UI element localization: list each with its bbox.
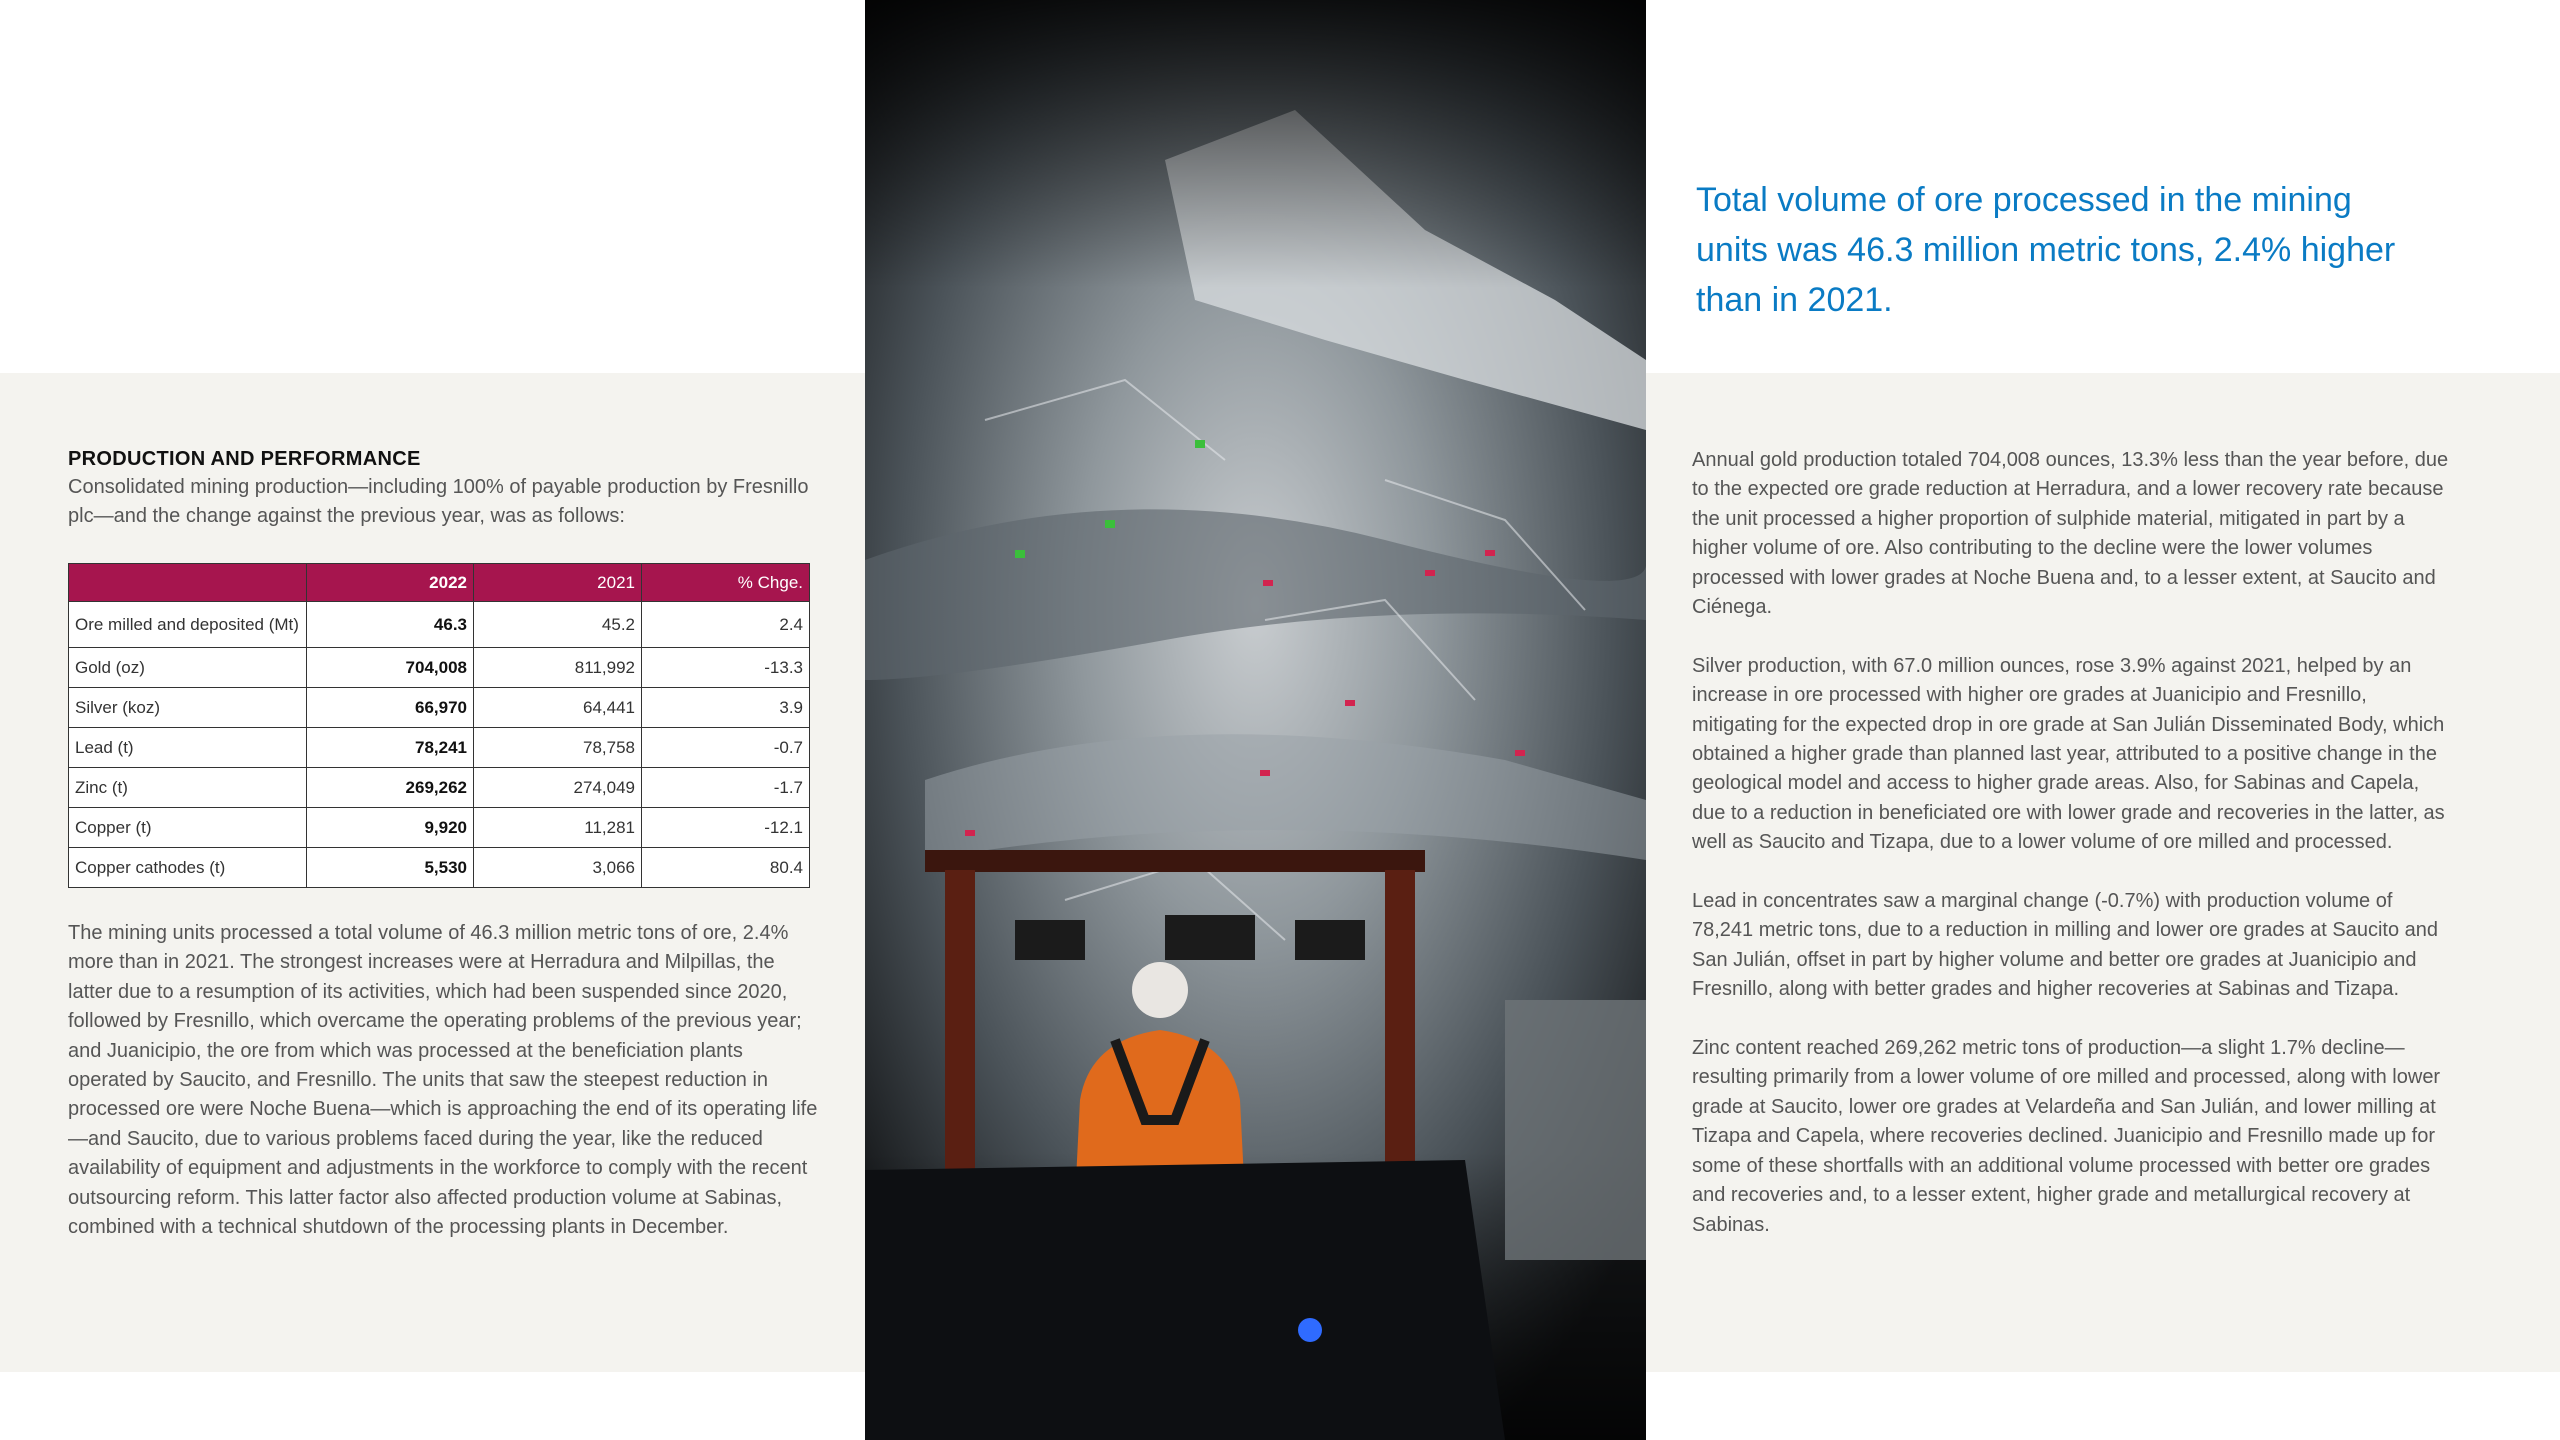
paragraph-lead: Lead in concentrates saw a marginal change (-0.7%) with production volume of 78,241 metric tons, due to a reduction in milling and lower ore grades at Saucito and San Julián, offset in part by higher volume and better ore grades at Juanicipio and Fresnillo, along with better grades and higher recoveries at Sabinas and Tizapa. [1692,890,2438,1001]
value-2022: 704,008 [307,648,474,688]
table-row [69,848,810,888]
table-row [69,648,810,688]
value-change: -12.1 [642,808,810,848]
value-change: -1.7 [642,768,810,808]
mine-photo-illustration [865,0,1646,1440]
value-2021: 64,441 [474,688,642,728]
table-row [69,728,810,768]
value-2021: 78,758 [474,728,642,768]
value-change: 3.9 [642,688,810,728]
table-header-row [69,564,810,602]
value-2022: 66,970 [307,688,474,728]
value-2021: 11,281 [474,808,642,848]
row-label: Zinc (t) [69,768,307,808]
row-label: Copper (t) [69,808,307,848]
callout-text: Total volume of ore processed in the mining units was 46.3 million metric tons, 2.4% higher than in 2021. [1696,181,2396,319]
left-column [68,448,810,531]
table-row [69,602,810,648]
header-change: % Chge. [642,564,810,602]
value-2021: 274,049 [474,768,642,808]
section-title: PRODUCTION AND PERFORMANCE [68,448,421,470]
value-2021: 811,992 [474,648,642,688]
value-2022: 9,920 [307,808,474,848]
row-label: Copper cathodes (t) [69,848,307,888]
mine-photo [865,0,1646,1440]
paragraph-zinc: Zinc content reached 269,262 metric tons of production—a slight 1.7% decline—resulting primarily from a lower volume of ore milled and processed, along with lower grade at Saucito, lower ore grades at Velardeña and San Julián, and lower milling at Tizapa and Capela, where recoveries declined. Juanicipio and Fresnillo made up for some of these shortfalls with an additional volume processed with better ore grades and recoveries and, to a lesser extent, higher grade and metallurgical recovery at Sabinas. [1692,1037,2441,1236]
value-change: -0.7 [642,728,810,768]
left-body-text: The mining units processed a total volume of 46.3 million metric tons of ore, 2.4% more than in 2021. The strongest increases were at Herradura and Milpillas, the latter due to a resumption of its activities, which had been suspended since 2020, followed by Fresnillo, which overcame the operating problems of the previous year; and Juanicipio, the ore from which was processed at the beneficiation plants operated by Saucito, and Fresnillo. The units that saw the steepest reduction in processed ore were Noche Buena—which is approaching the end of its operating life—and Saucito, due to various problems faced during the year, like the reduced availability of equipment and adjustments in the workforce to comply with the recent outsourcing reform. This latter factor also affected production volume at Sabinas, combined with a technical shutdown of the processing plants in December. [68,922,818,1239]
value-2021: 3,066 [474,848,642,888]
paragraph-gold: Annual gold production totaled 704,008 ounces, 13.3% less than the year before, due to the expected ore grade reduction at Herradura, and a lower recovery rate because the unit processed a higher proportion of sulphide material, mitigated in part by a higher volume of ore. Also contributing to the decline were the lower volumes processed with lower grades at Noche Buena and, to a lesser extent, at Saucito and Ciénega. [1692,449,2449,619]
section-intro: Consolidated mining production—including 100% of payable production by Fresnillo plc—and the change against the previous year, was as follows: [68,476,809,527]
row-label: Ore milled and deposited (Mt) [69,602,307,648]
row-label: Silver (koz) [69,688,307,728]
value-2022: 46.3 [307,602,474,648]
header-2022: 2022 [307,564,474,602]
value-change: 80.4 [642,848,810,888]
table-row [69,808,810,848]
paragraph-silver: Silver production, with 67.0 million ounces, rose 3.9% against 2021, helped by an increase in ore processed with higher ore grades at Juanicipio and Fresnillo, mitigating for the expected drop in ore grade at San Julián Disseminated Body, which obtained a higher grade than planned last year, attributed to a positive change in the geological model and access to higher grade areas. Also, for Sabinas and Capela, due to a reduction in beneficiated ore with lower grade and recoveries in the latter, as well as Saucito and Tizapa, due to a lower volume of ore milled and processed. [1692,654,2445,854]
right-column [1692,446,2452,1269]
value-2022: 78,241 [307,728,474,768]
table-row [69,768,810,808]
value-2021: 45.2 [474,602,642,648]
header-blank [69,564,307,602]
row-label: Lead (t) [69,728,307,768]
value-2022: 5,530 [307,848,474,888]
value-2022: 269,262 [307,768,474,808]
row-label: Gold (oz) [69,648,307,688]
value-change: -13.3 [642,648,810,688]
production-table [68,563,810,888]
header-2021: 2021 [474,564,642,602]
value-change: 2.4 [642,602,810,648]
table-row [69,688,810,728]
